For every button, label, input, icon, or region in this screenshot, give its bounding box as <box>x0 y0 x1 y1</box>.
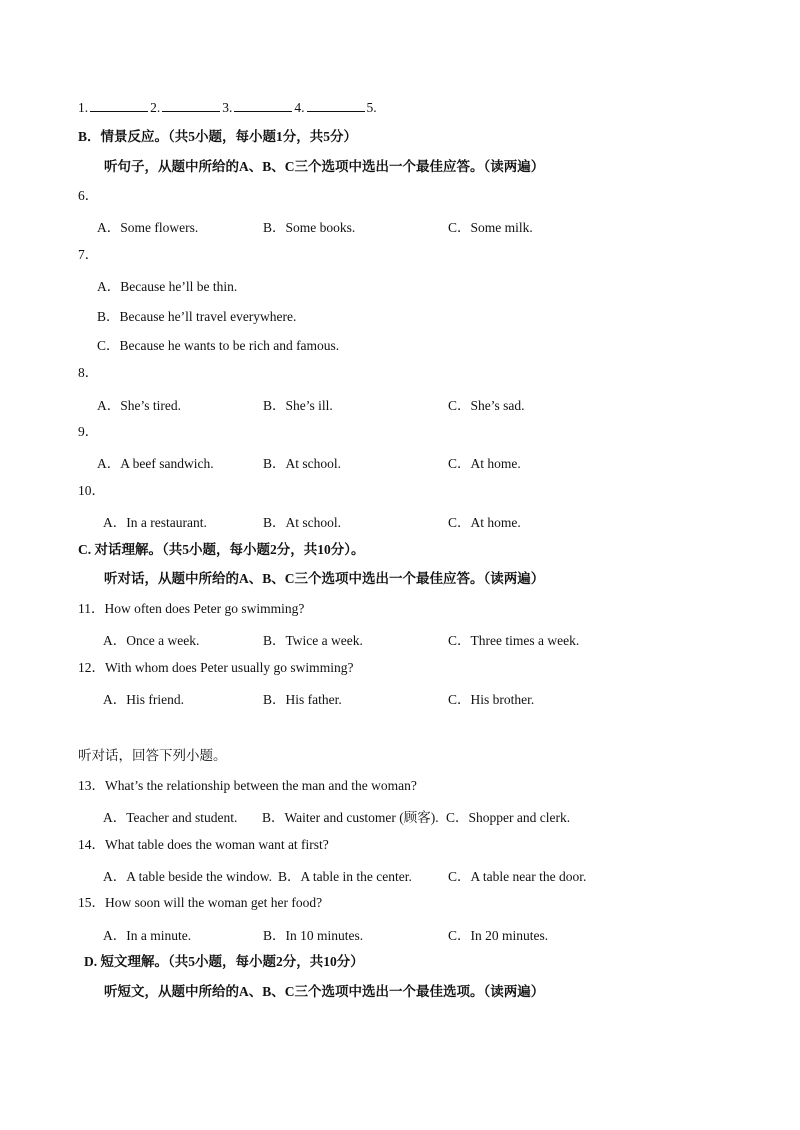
option-b[interactable]: B．Twice a week. <box>263 633 363 648</box>
option-a[interactable]: A．In a restaurant. <box>103 515 207 530</box>
option-a[interactable]: A．A table beside the window. <box>103 869 272 884</box>
question-number: 9． <box>78 424 99 439</box>
answer-blank-1[interactable] <box>90 99 148 112</box>
answer-blanks-row <box>78 99 377 117</box>
option-c[interactable]: C．At home. <box>448 515 521 530</box>
option-b[interactable]: B．Some books. <box>263 220 356 235</box>
option-b[interactable]: B．His father. <box>263 692 342 707</box>
option-b[interactable]: B．Because he’ll travel everywhere. <box>97 309 297 324</box>
option-a[interactable]: A．In a minute. <box>103 928 192 943</box>
option-b[interactable]: B．Waiter and customer (顾客). <box>262 810 439 825</box>
question-number: 8． <box>78 365 99 380</box>
question-text: 11．How often does Peter go swimming? <box>78 601 305 616</box>
option-a[interactable]: A．Teacher and student. <box>103 810 238 825</box>
answer-blank-2[interactable] <box>162 99 220 112</box>
section-d-instruction: 听短文，从题中所给的A、B、C三个选项中选出一个最佳选项。（读两遍） <box>104 984 545 999</box>
question-number: 7． <box>78 247 99 262</box>
option-c[interactable]: C．In 20 minutes. <box>448 928 549 943</box>
option-c[interactable]: C．Because he wants to be rich and famous. <box>97 338 340 353</box>
option-c[interactable]: C．Three times a week. <box>448 633 580 648</box>
option-b[interactable]: B．In 10 minutes. <box>263 928 364 943</box>
option-b[interactable]: B．At school. <box>263 456 342 471</box>
blank-label-3: 3. <box>222 100 233 115</box>
option-a[interactable]: A．Some flowers. <box>97 220 199 235</box>
option-b[interactable]: B．At school. <box>263 515 342 530</box>
blank-label-5: 5. <box>366 100 377 115</box>
answer-blank-3[interactable] <box>234 99 292 112</box>
option-c[interactable]: C．A table near the door. <box>448 869 587 884</box>
option-c[interactable]: C．Some milk. <box>448 220 533 235</box>
section-c-heading: C. 对话理解。（共5小题，每小题2分，共10分）。 <box>78 542 365 557</box>
blank-label-1: 1. <box>78 100 89 115</box>
option-b[interactable]: B．A table in the center. <box>278 869 412 884</box>
answer-blank-4[interactable] <box>307 99 365 112</box>
question-text: 13．What’s the relationship between the man and the woman? <box>78 778 417 793</box>
option-c[interactable]: C．She’s sad. <box>448 398 525 413</box>
question-text: 15．How soon will the woman get her food? <box>78 895 323 910</box>
question-number: 10． <box>78 483 105 498</box>
blank-label-4: 4. <box>294 100 305 115</box>
question-number: 6． <box>78 188 99 203</box>
option-a[interactable]: A．Because he’ll be thin. <box>97 279 238 294</box>
section-b-instruction: 听句子，从题中所给的A、B、C三个选项中选出一个最佳应答。（读两遍） <box>104 159 545 174</box>
option-c[interactable]: C．Shopper and clerk. <box>446 810 571 825</box>
sub-instruction: 听对话，回答下列小题。 <box>78 748 227 763</box>
question-text: 12．With whom does Peter usually go swimming? <box>78 660 354 675</box>
option-a[interactable]: A．His friend. <box>103 692 184 707</box>
question-text: 14．What table does the woman want at first? <box>78 837 329 852</box>
section-d-heading: D. 短文理解。（共5小题，每小题2分，共10分） <box>84 954 364 969</box>
option-a[interactable]: A．She’s tired. <box>97 398 181 413</box>
option-c[interactable]: C．His brother. <box>448 692 535 707</box>
section-c-instruction: 听对话，从题中所给的A、B、C三个选项中选出一个最佳应答。（读两遍） <box>104 571 545 586</box>
blank-label-2: 2. <box>150 100 161 115</box>
option-c[interactable]: C．At home. <box>448 456 521 471</box>
option-a[interactable]: A．Once a week. <box>103 633 200 648</box>
option-a[interactable]: A．A beef sandwich. <box>97 456 214 471</box>
option-b[interactable]: B．She’s ill. <box>263 398 333 413</box>
section-b-heading: B．情景反应。（共5小题，每小题1分，共5分） <box>78 129 358 144</box>
